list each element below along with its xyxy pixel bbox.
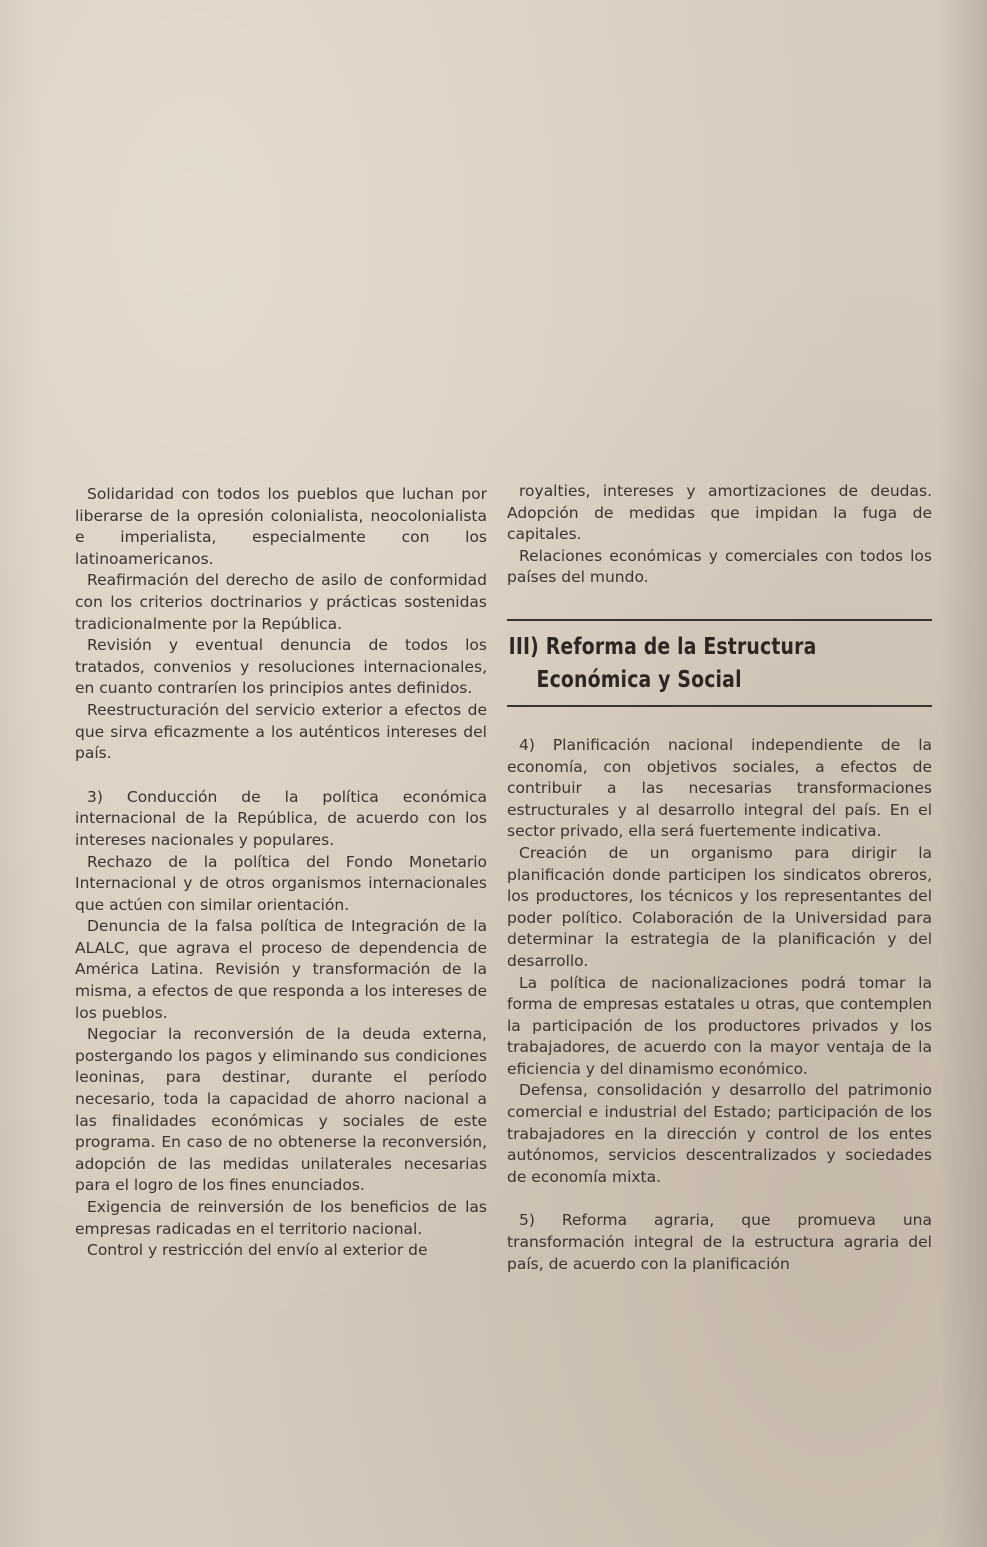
paragraph-item-4: 4) Planificación nacional independiente de la economía, con objetivos sociales, a efectos de contribuir a las necesarias transformaciones estructurales y al desarrollo integral del país. En el sector privado, ella será fuertemente indicativa. (507, 735, 932, 841)
paragraph-royalties: royalties, intereses y amortizaciones de deudas. Adopción de medidas que impidan la fuga de capitales. (507, 482, 932, 544)
paragraph-patrimonio: Defensa, consolidación y desarrollo del patrimonio comercial e industrial del Estado; participación de los trabajadores en la dirección y control de los entes autónomos, servicios descentralizados y sociedades de economía mixta. (507, 1081, 932, 1186)
left-column (75, 484, 487, 1262)
section-heading (507, 631, 856, 697)
paragraph-solidaridad: Solidaridad con todos los pueblos que luchan por liberarse de la opresión colonialista, neocolonialista e imperialista, especialmente con los latinoamericanos. (75, 485, 487, 568)
paragraph-asilo: Reafirmación del derecho de asilo de conformidad con los criterios doctrinarios y prácticas sostenidas tradicionalmente por la República. (75, 571, 487, 633)
paragraph-item-5: 5) Reforma agraria, que promueva una transformación integral de la estructura agraria del país, de acuerdo con la planificación (507, 1211, 932, 1273)
heading-rule-bottom (507, 705, 932, 707)
paragraph-revision-tratados: Revisión y eventual denuncia de todos los tratados, convenios y resoluciones internacionales, en cuanto contraríen los principios antes definidos. (75, 636, 487, 698)
heading-rule-top (507, 619, 932, 621)
section-heading-line1: III) Reforma de la Estructura (508, 633, 817, 660)
paragraph-item-3: 3) Conducción de la política económica internacional de la República, de acuerdo con los intereses nacionales y populares. (75, 787, 487, 849)
paragraph-control-envio: Control y restricción del envío al exterior de (87, 1241, 428, 1260)
section-heading-line2: Económica y Social (536, 666, 742, 693)
right-column (507, 481, 932, 1275)
paragraph-servicio-exterior: Reestructuración del servicio exterior a efectos de que sirva eficazmente a los auténticos intereses del país. (75, 700, 487, 763)
paragraph-relaciones: Relaciones económicas y comerciales con todos los países del mundo. (507, 546, 932, 587)
paragraph-reinversion: Exigencia de reinversión de los beneficios de las empresas radicadas en el territorio nacional. (75, 1198, 487, 1238)
paragraph-fmi: Rechazo de la política del Fondo Monetario Internacional y de otros organismos internacionales que actúen con similar orientación. (75, 852, 487, 914)
paragraph-organismo: Creación de un organismo para dirigir la planificación donde participen los sindicatos obreros, los productores, los técnicos y los representantes del poder político. Colaboración de la Universidad para determinar la estrategia de la planificación y del desarrollo. (507, 843, 932, 970)
paragraph-alalc: Denuncia de la falsa política de Integración de la ALALC, que agrava el proceso de dependencia de América Latina. Revisión y transformación de la misma, a efectos de que responda a los intereses de los pueblos. (75, 917, 487, 1022)
paragraph-deuda-externa: Negociar la reconversión de la deuda externa, postergando los pagos y eliminando sus condiciones leoninas, para destinar, durante el período necesario, toda la capacidad de ahorro nacional a las finalidades económicas y sociales de este programa. En caso de no obtenerse la reconversión, adopción de las medidas unilaterales necesarias para el logro de los fines enunciados. (75, 1025, 487, 1195)
paragraph-nacionalizaciones: La política de nacionalizaciones podrá tomar la forma de empresas estatales u otras, que contemplen la participación de los productores privados y los trabajadores, de acuerdo con la mayor ventaja de la eficiencia y del dinamismo económico. (507, 973, 932, 1078)
